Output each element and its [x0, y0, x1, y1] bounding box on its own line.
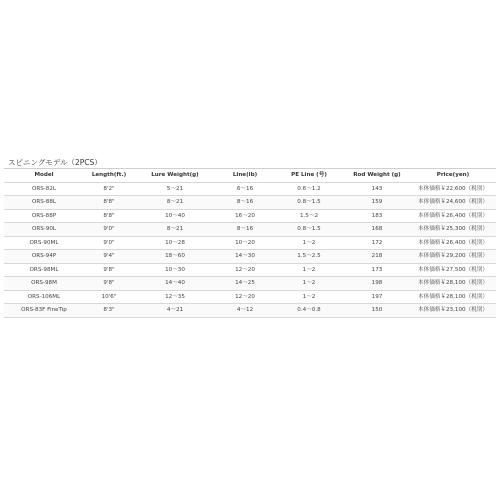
table-header-row — [4, 169, 496, 183]
cell-lure-weight: 10〜28 — [134, 236, 216, 250]
header-pe-line: PE Line (号) — [274, 169, 344, 183]
section-title: スピニングモデル（2PCS） — [8, 158, 102, 167]
cell-model: ORS-88P — [4, 209, 84, 223]
cell-rod-weight: 150 — [344, 304, 410, 318]
cell-rod-weight: 218 — [344, 250, 410, 264]
cell-rod-weight: 198 — [344, 277, 410, 291]
cell-lure-weight: 10〜40 — [134, 209, 216, 223]
cell-length: 9'4" — [84, 250, 134, 264]
cell-line: 6〜16 — [216, 182, 274, 196]
cell-rod-weight: 172 — [344, 236, 410, 250]
cell-rod-weight: 159 — [344, 196, 410, 210]
cell-line: 8〜16 — [216, 223, 274, 237]
cell-length: 9'8" — [84, 277, 134, 291]
cell-lure-weight: 18〜60 — [134, 250, 216, 264]
cell-price: 本体価格￥24,600（税別） — [410, 196, 496, 210]
cell-lure-weight: 10〜30 — [134, 263, 216, 277]
table-row — [4, 290, 496, 304]
cell-model: ORS-106ML — [4, 290, 84, 304]
table-row — [4, 182, 496, 196]
cell-line: 10〜20 — [216, 236, 274, 250]
cell-pe-line: 1〜2 — [274, 263, 344, 277]
cell-model: ORS-98M — [4, 277, 84, 291]
cell-length: 8'8" — [84, 209, 134, 223]
cell-pe-line: 1〜2 — [274, 290, 344, 304]
cell-price: 本体価格￥26,400（税別） — [410, 236, 496, 250]
cell-pe-line: 1〜2 — [274, 277, 344, 291]
header-line: Line(lb) — [216, 169, 274, 183]
cell-line: 4〜12 — [216, 304, 274, 318]
header-lure-weight: Lure Weight(g) — [134, 169, 216, 183]
cell-length: 8'3" — [84, 304, 134, 318]
cell-rod-weight: 183 — [344, 209, 410, 223]
cell-line: 16〜20 — [216, 209, 274, 223]
table-row — [4, 277, 496, 291]
spinning-model-spec-table — [4, 168, 496, 318]
table-row — [4, 263, 496, 277]
cell-lure-weight: 4〜21 — [134, 304, 216, 318]
cell-model: ORS-90L — [4, 223, 84, 237]
cell-rod-weight: 173 — [344, 263, 410, 277]
cell-lure-weight: 14〜40 — [134, 277, 216, 291]
cell-price: 本体価格￥22,600（税別） — [410, 182, 496, 196]
cell-price: 本体価格￥28,100（税別） — [410, 290, 496, 304]
cell-rod-weight: 143 — [344, 182, 410, 196]
cell-price: 本体価格￥29,200（税別） — [410, 250, 496, 264]
cell-line: 14〜30 — [216, 250, 274, 264]
cell-pe-line: 1.5〜2 — [274, 209, 344, 223]
cell-lure-weight: 12〜35 — [134, 290, 216, 304]
cell-pe-line: 1.5〜2.5 — [274, 250, 344, 264]
cell-price: 本体価格￥26,400（税別） — [410, 209, 496, 223]
cell-price: 本体価格￥23,100（税別） — [410, 304, 496, 318]
header-price: Price(yen) — [410, 169, 496, 183]
cell-pe-line: 0.4〜0.8 — [274, 304, 344, 318]
table-row — [4, 250, 496, 264]
cell-line: 8〜16 — [216, 196, 274, 210]
cell-pe-line: 0.6〜1.2 — [274, 182, 344, 196]
cell-lure-weight: 8〜21 — [134, 196, 216, 210]
cell-model: ORS-98ML — [4, 263, 84, 277]
cell-lure-weight: 5〜21 — [134, 182, 216, 196]
table-row — [4, 196, 496, 210]
cell-model: ORS-82L — [4, 182, 84, 196]
header-length: Length(ft.) — [84, 169, 134, 183]
cell-lure-weight: 8〜21 — [134, 223, 216, 237]
cell-length: 9'0" — [84, 223, 134, 237]
cell-line: 14〜25 — [216, 277, 274, 291]
table-row — [4, 304, 496, 318]
cell-line: 12〜20 — [216, 290, 274, 304]
header-rod-weight: Rod Weight (g) — [344, 169, 410, 183]
cell-line: 12〜20 — [216, 263, 274, 277]
cell-pe-line: 0.8〜1.5 — [274, 196, 344, 210]
cell-length: 9'0" — [84, 236, 134, 250]
cell-model: ORS-94P — [4, 250, 84, 264]
cell-rod-weight: 168 — [344, 223, 410, 237]
table-row — [4, 236, 496, 250]
cell-pe-line: 0.8〜1.5 — [274, 223, 344, 237]
header-model: Model — [4, 169, 84, 183]
cell-length: 8'2" — [84, 182, 134, 196]
cell-pe-line: 1〜2 — [274, 236, 344, 250]
table-row — [4, 223, 496, 237]
table-row — [4, 209, 496, 223]
cell-length: 9'8" — [84, 263, 134, 277]
cell-price: 本体価格￥28,100（税別） — [410, 277, 496, 291]
cell-model: ORS-88L — [4, 196, 84, 210]
cell-model: ORS-83F FineTip — [4, 304, 84, 318]
cell-rod-weight: 197 — [344, 290, 410, 304]
cell-price: 本体価格￥25,300（税別） — [410, 223, 496, 237]
cell-model: ORS-90ML — [4, 236, 84, 250]
cell-length: 8'8" — [84, 196, 134, 210]
cell-price: 本体価格￥27,500（税別） — [410, 263, 496, 277]
cell-length: 10'6" — [84, 290, 134, 304]
